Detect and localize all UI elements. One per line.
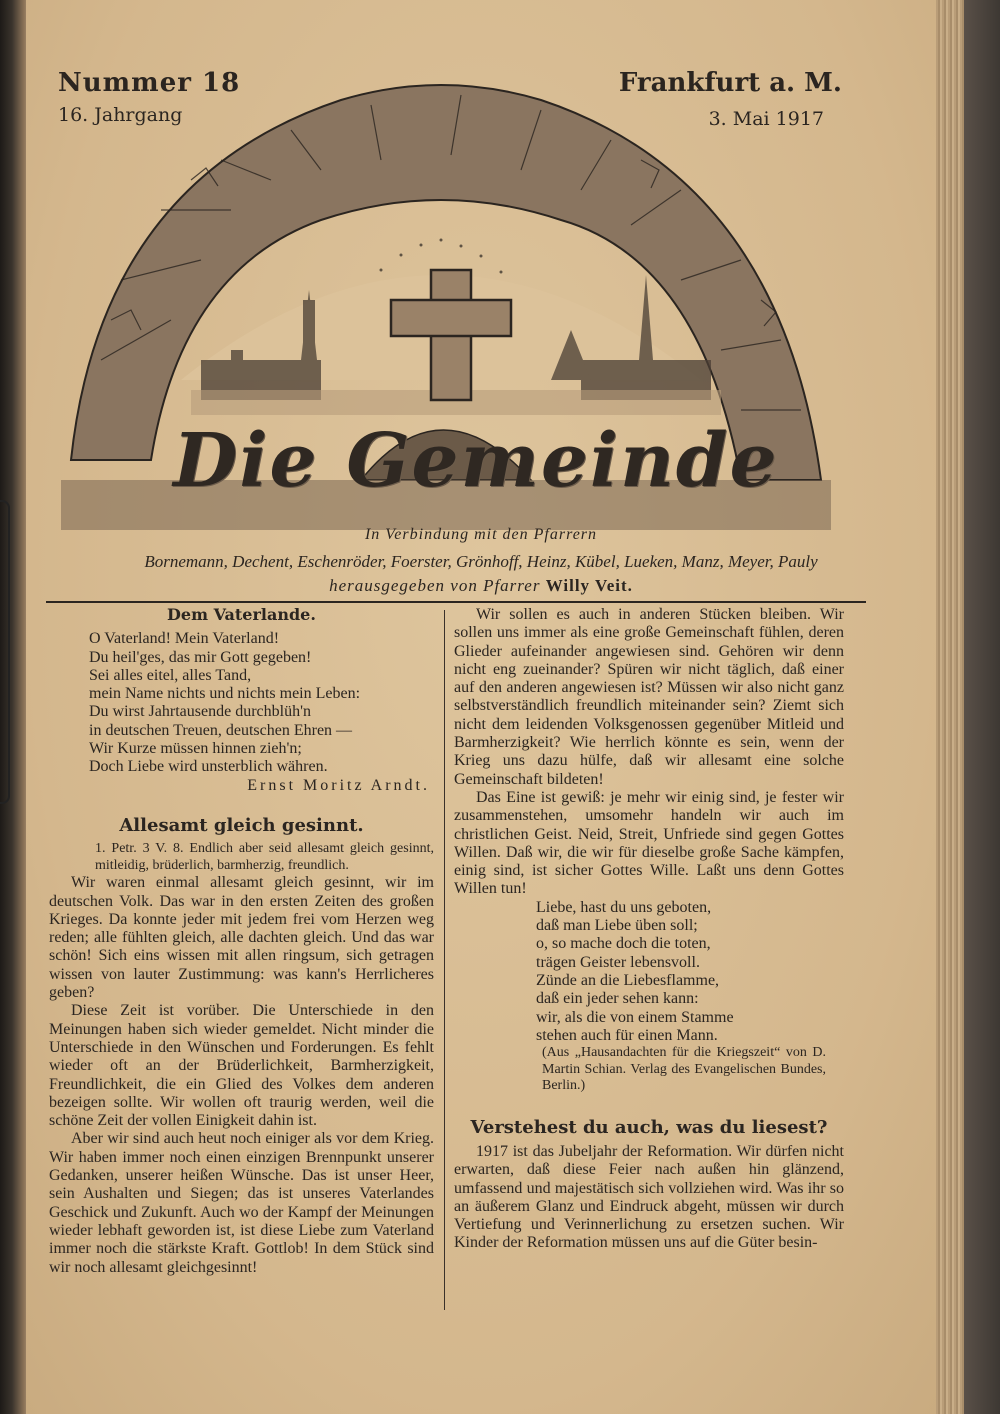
- poem-author: Ernst Moritz Arndt.: [247, 776, 430, 794]
- subtitle-editor: [26, 576, 936, 596]
- poem-line: mein Name nichts und nichts mein Leben:: [89, 685, 361, 703]
- column-rule: [444, 610, 445, 1310]
- book-cover-edge: [964, 0, 1000, 1414]
- spine-edge: [0, 500, 10, 804]
- verse-line: Zünde an die Liebesflamme,: [536, 971, 720, 989]
- editor-name: Willy Veit.: [545, 576, 633, 595]
- issue-number: Nummer 18: [58, 68, 241, 98]
- subtitle-pastors: Bornemann, Dechent, Eschenröder, Foerster, Grönhoff, Heinz, Kübel, Lueken, Manz, Meyer, Pauly: [144, 552, 818, 571]
- masthead-title: Die Gemeinde: [173, 418, 779, 504]
- editor-prefix: herausgegeben von Pfarrer: [329, 576, 541, 595]
- scripture-quote: 1. Petr. 3 V. 8. Endlich aber seid allesamt gleich gesinnt, mitleidig, brüderlich, barmherzig, freundlich.: [95, 841, 434, 873]
- left-column: [49, 606, 434, 1277]
- article-paragraph: Aber wir sind auch heut noch einiger als vor dem Krieg. Wir haben immer noch einen einzigen Brennpunkt unserer Gedanken, unserer heißen Wünsche. Das ist unser Heer, sein Aushalten und Siegen; das ist unseres Vaterlandes Geschick und Zukunft. Auch wo der Kampf der Meinungen wieder lebhaft geworden ist, ist diese Liebe zum Vaterland immer noch die stärkste Kraft. Gottlob! In dem Stück sind wir noch allesamt gleichgesinnt!: [49, 1130, 434, 1276]
- volume-year: 16. Jahrgang: [58, 104, 183, 126]
- poem-line: O Vaterland! Mein Vaterland!: [89, 630, 280, 648]
- right-column: [454, 606, 844, 1253]
- poem-line: Du heil'ges, das mir Gott gegeben!: [89, 648, 312, 666]
- verse-line: o, so mache doch die toten,: [536, 935, 711, 953]
- article-paragraph: Das Eine ist gewiß: je mehr wir einig sind, je fester wir zusammenstehen, umsomehr handeln wir auch im christlichen Geist. Neid, Streit, Unfriede sind gegen Gottes Willen. Daß wir, die wir für dieselbe große Sache kämpfen, einig sind, ist sicher Gottes Wille. Laßt uns denn Gottes Willen tun!: [454, 788, 844, 898]
- poem-title: Dem Vaterlande.: [167, 605, 316, 624]
- poem-line: Sei alles eitel, alles Tand,: [89, 666, 252, 684]
- article-title-2: Verstehest du auch, was du liesest?: [470, 1116, 828, 1138]
- poem-block: [49, 630, 434, 776]
- poem-line: Du wirst Jahrtausende durchblüh'n: [89, 703, 311, 721]
- verse-source: (Aus „Hausandachten für die Kriegszeit“ von D. Martin Schian. Verlag des Evangelischen Bundes, Berlin.): [542, 1045, 826, 1094]
- publication-place: Frankfurt a. M.: [618, 68, 842, 98]
- article-paragraph: Wir sollen es auch in anderen Stücken bleiben. Wir sollen uns immer als eine große Gemeinschaft fühlen, deren Glieder aufeinander angewiesen sind. Gehören wir denn nicht eng zueinander? Spüren wir nicht täglich, daß einer auf den anderen angewiesen ist? Müssen wir also nicht ganz selbstverständlich freundlich miteinander sein? Ziemt sich nicht dem leidenden Volksgenossen gegenüber Mitleid und Barmherzigkeit? Wie herrlich könnte es sein, wenn der Krieg uns dazu hülfe, daß wir allesamt eine solche Gemeinschaft bildeten!: [454, 606, 844, 788]
- newspaper-page: [26, 0, 936, 1414]
- verse-line: daß man Liebe üben soll;: [536, 917, 698, 935]
- verse-line: Liebe, hast du uns geboten,: [536, 898, 712, 916]
- poem-line: Wir Kurze müssen hinnen zieh'n;: [89, 740, 302, 758]
- header-rule: [46, 601, 866, 603]
- verse-line: stehen auch für einen Mann.: [536, 1026, 718, 1044]
- article-paragraph: Wir waren einmal allesamt gleich gesinnt, wir im deutschen Volk. Das war in den ersten Zeiten des großen Krieges. Da konnte jeder mit jedem frei vom Herzen weg reden; alle fühlten gleich, alle dachten gleich. Und das war schön! Sich eins wissen mit allen ringsum, sich getragen wissen von lauter Zustimmung: was kann's Herrlicheres geben?: [49, 874, 434, 1002]
- article-title: Allesamt gleich gesinnt.: [119, 814, 364, 836]
- publication-date: 3. Mai 1917: [708, 108, 824, 130]
- verse-line: daß ein jeder sehen kann:: [536, 990, 699, 1008]
- poem-line: Doch Liebe wird unsterblich währen.: [89, 758, 328, 776]
- poem-line: in deutschen Treuen, deutschen Ehren —: [89, 721, 353, 739]
- article-paragraph: 1917 ist das Jubeljahr der Reformation. Wir dürfen nicht erwarten, daß diese Feier nach außen hin glänzend, umfassend und majestätisch sich vollziehen wird. Was ihr so an äußerem Glanz und Eindruck abgeht, müssen wir durch Vertiefung und Verinnerlichung zu ersetzen suchen. Wir Kinder der Reformation müssen uns auf die Güter besin-: [454, 1142, 844, 1252]
- hymn-verse: [454, 899, 844, 1045]
- subtitle-line-1: In Verbindung mit den Pfarrern: [364, 526, 598, 543]
- verse-line: trägen Geister lebensvoll.: [536, 953, 700, 971]
- verse-line: wir, als die von einem Stamme: [536, 1008, 734, 1026]
- article-paragraph: Diese Zeit ist vorüber. Die Unterschiede in den Meinungen haben sich wieder gemeldet. Nicht minder die Unterschiede in den Wünschen und Forderungen. Es fehlt wieder oft an der Brüderlichkeit, Barmherzigkeit, Freundlichkeit, die ein Glied des Volkes dem anderen bezeigen sollte. Wir wollen oft traurig werden, weil die schöne Zeit der vollen Einigkeit dahin ist.: [49, 1002, 434, 1130]
